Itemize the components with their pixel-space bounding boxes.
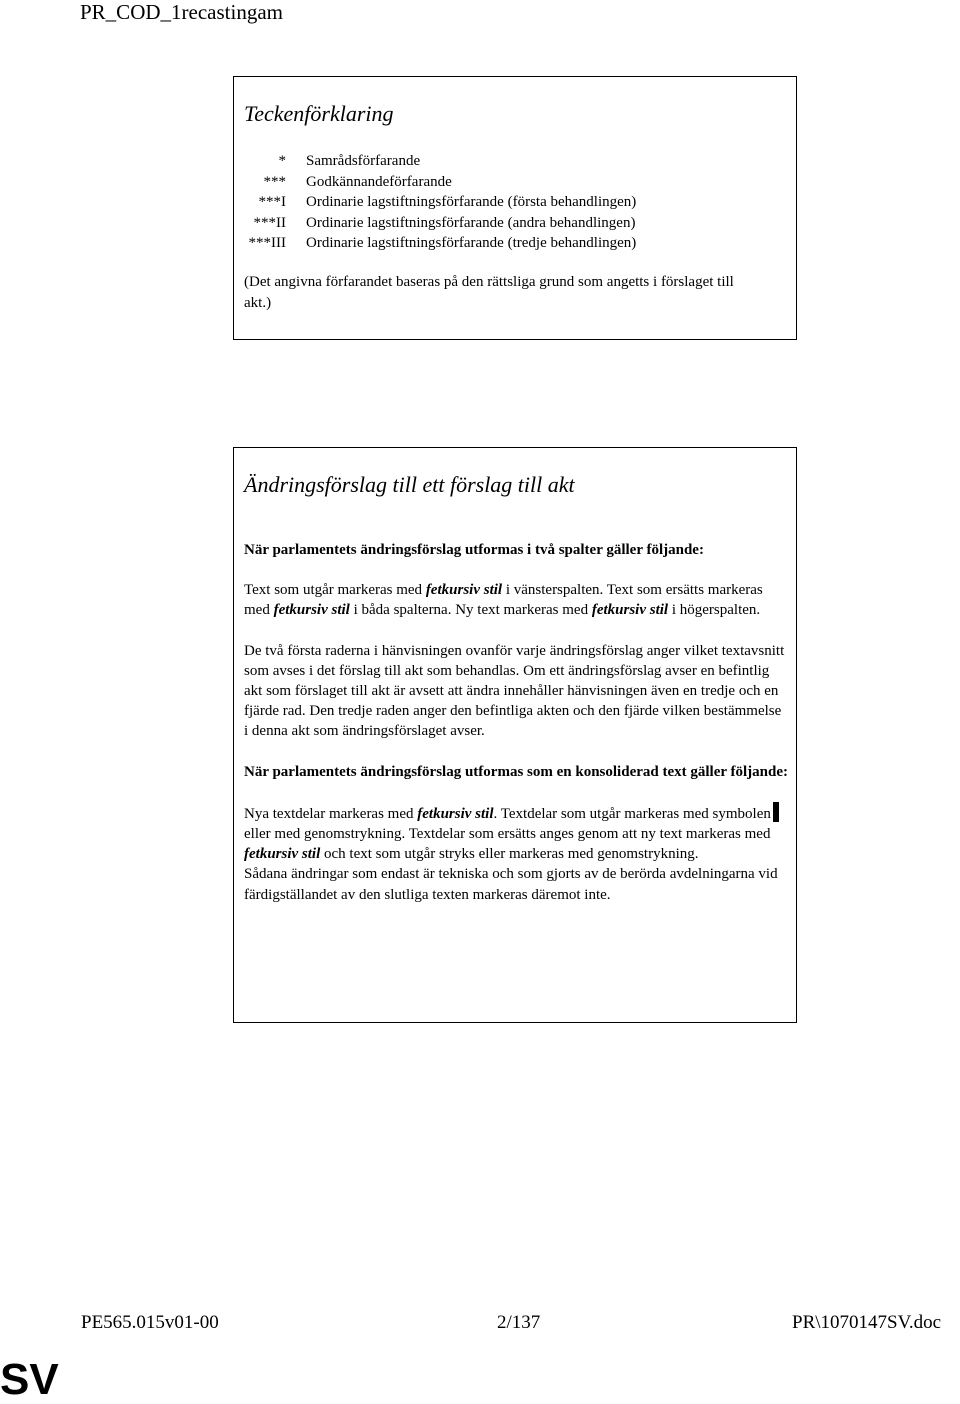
legend-label: Ordinarie lagstiftningsförfarande (andra behandlingen) bbox=[306, 214, 636, 231]
amendments-box bbox=[233, 447, 797, 1023]
consolidated-paragraph-1 bbox=[244, 802, 789, 865]
text-run: i båda spalterna. Ny text markeras med bbox=[349, 602, 592, 619]
text-run: Text som utgår markeras med bbox=[244, 582, 426, 599]
deletion-bar-icon bbox=[773, 802, 779, 822]
two-column-paragraph-2: De två första raderna i hänvisningen ovanför varje ändringsförslag anger vilket textavsnitt som avses i det förslag till akt som behandlas. Om ett ändringsförslag avser en befintlig akt som förslaget till akt är avsett att ändra innehåller hänvisningen även en tredje och en fjärde rad. Den tredje raden anger den befintliga akten och den fjärde vilken bestämmelse i denna akt som ändringsförslaget avser. bbox=[244, 642, 785, 740]
text-run: eller med genomstrykning. Textdelar som ersätts anges genom att ny text markeras med bbox=[244, 826, 771, 843]
text-run: i vänsterspalten. Text som ersätts markeras med bbox=[244, 582, 763, 619]
bold-italic-term: fetkursiv stil bbox=[273, 602, 350, 619]
amendments-content bbox=[244, 540, 789, 905]
legend-title: Teckenförklaring bbox=[244, 101, 394, 126]
legend-note: (Det angivna förfarandet baseras på den rättsliga grund som angetts i förslaget till akt.) bbox=[244, 274, 734, 311]
text-run: och text som utgår stryks eller markeras med genomstrykning. bbox=[320, 846, 699, 863]
legend-symbol: ***II bbox=[253, 214, 286, 231]
two-column-heading: När parlamentets ändringsförslag utformas i två spalter gäller följande: bbox=[244, 542, 704, 558]
footer-page-number: 2/137 bbox=[497, 1312, 541, 1333]
legend-label: Samrådsförfarande bbox=[306, 153, 421, 169]
document-header-title: PR_COD_1recastingam bbox=[80, 0, 283, 24]
amendments-title: Ändringsförslag till ett förslag till akt bbox=[244, 472, 575, 497]
bold-italic-term: fetkursiv stil bbox=[425, 582, 503, 599]
legend-item bbox=[244, 213, 784, 234]
footer-document-reference: PE565.015v01-00 bbox=[81, 1312, 219, 1333]
two-column-paragraph-1 bbox=[244, 580, 789, 620]
legend-label: Ordinarie lagstiftningsförfarande (tredje behandlingen) bbox=[306, 235, 637, 251]
legend-symbol: *** bbox=[263, 173, 286, 190]
legend-label: Godkännandeförfarande bbox=[306, 173, 452, 190]
bold-italic-term: fetkursiv stil bbox=[591, 602, 669, 619]
legend-label: Ordinarie lagstiftningsförfarande (första behandlingen) bbox=[306, 194, 637, 210]
consolidated-heading: När parlamentets ändringsförslag utformas som en konsoliderad text gäller följande: bbox=[244, 763, 788, 780]
legend-symbol: ***I bbox=[258, 194, 286, 210]
text-run: Nya textdelar markeras med bbox=[244, 805, 418, 822]
footer-file-name: PR\1070147SV.doc bbox=[792, 1312, 942, 1333]
text-run: i högerspalten. bbox=[668, 602, 761, 619]
legend-symbol: ***III bbox=[248, 235, 286, 251]
legend-list bbox=[244, 151, 784, 254]
bold-italic-term: fetkursiv stil bbox=[244, 846, 321, 863]
bold-italic-term: fetkursiv stil bbox=[417, 805, 494, 822]
legend-item bbox=[244, 151, 784, 172]
legend-box bbox=[233, 76, 797, 340]
legend-item bbox=[244, 192, 784, 213]
text-run: . Textdelar som utgår markeras med symbolen bbox=[493, 805, 771, 822]
consolidated-paragraph-2: Sådana ändringar som endast är tekniska och som gjorts av de berörda avdelningarna vid färdigställandet av den slutliga texten markeras däremot inte. bbox=[244, 866, 778, 903]
language-mark: SV bbox=[0, 1355, 59, 1404]
legend-symbol: * bbox=[278, 153, 286, 169]
legend-item bbox=[244, 172, 784, 193]
legend-item bbox=[244, 233, 784, 254]
